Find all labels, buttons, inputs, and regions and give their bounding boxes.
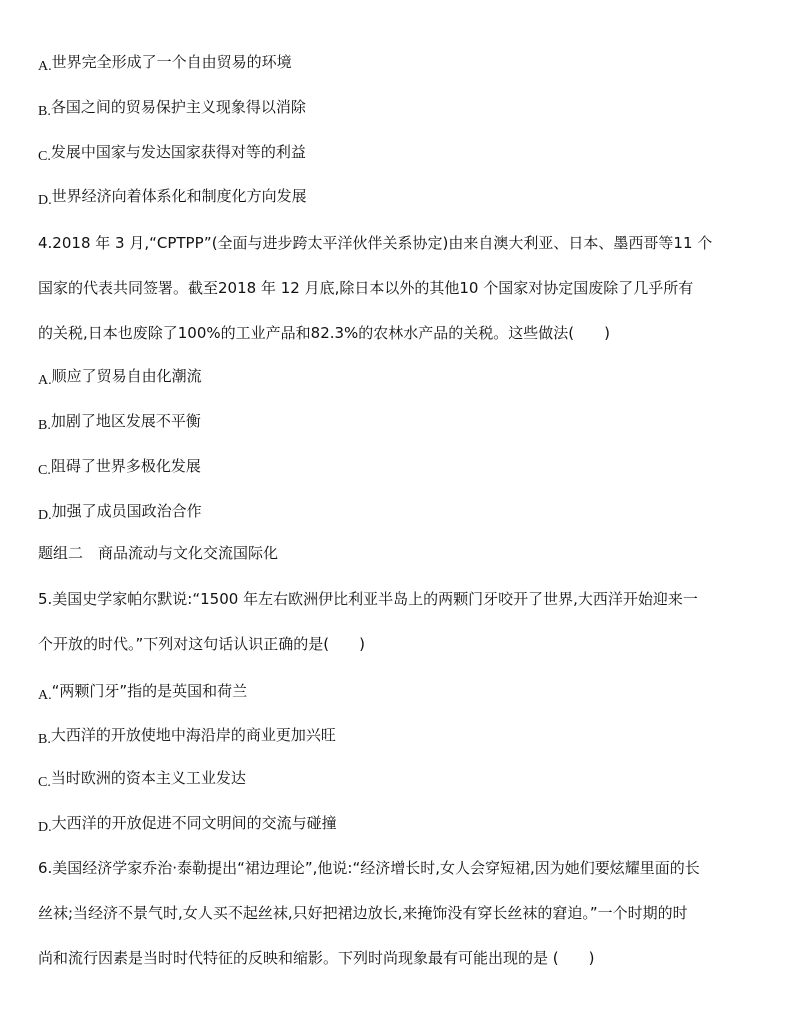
- option-key: C.: [38, 775, 51, 790]
- q5-option-d: [38, 813, 337, 835]
- q5-option-a: [38, 681, 247, 703]
- option-key: D.: [38, 820, 52, 835]
- q4-option-c: [38, 456, 201, 478]
- q5-option-c: [38, 768, 246, 790]
- option-key: C.: [38, 463, 51, 478]
- q5-stem-line-2: 个开放的时代。”下列对这句话认识正确的是( ): [38, 635, 365, 653]
- option-text: 顺应了贸易自由化潮流: [51, 367, 202, 385]
- option-key: D.: [38, 193, 52, 208]
- option-key: A.: [38, 688, 52, 703]
- option-key: A.: [38, 59, 52, 74]
- option-text: 阻碍了世界多极化发展: [50, 457, 201, 475]
- q4-stem-line-1: 4.2018 年 3 月,“CPTPP”(全面与进步跨太平洋伙伴关系协定)由来自澳大利亚、日本、墨西哥等11 个: [38, 234, 713, 252]
- option-text: “两颗门牙”指的是英国和荷兰: [51, 682, 248, 700]
- q5-stem-line-1: 5.美国史学家帕尔默说:“1500 年左右欧洲伊比利亚半岛上的两颗门牙咬开了世界,大西洋开始迎来一: [38, 590, 698, 608]
- q4-stem-line-2: 国家的代表共同签署。截至2018 年 12 月底,除日本以外的其他10 个国家对协定国废除了几乎所有: [38, 279, 694, 297]
- option-key: B.: [38, 418, 51, 433]
- option-key: B.: [38, 732, 51, 747]
- q3-option-c: [38, 142, 306, 164]
- option-text: 世界完全形成了一个自由贸易的环境: [51, 53, 292, 71]
- q6-stem-line-3: 尚和流行因素是当时时代特征的反映和缩影。下列时尚现象最有可能出现的是 ( ): [38, 949, 595, 967]
- option-key: B.: [38, 104, 51, 119]
- option-text: 各国之间的贸易保护主义现象得以消除: [50, 98, 306, 116]
- q3-option-d: [38, 186, 307, 208]
- q4-option-a: [38, 366, 202, 388]
- option-key: A.: [38, 373, 52, 388]
- q6-stem-line-1: 6.美国经济学家乔治·泰勒提出“裙边理论”,他说:“经济增长时,女人会穿短裙,因为她们要炫耀里面的长: [38, 859, 700, 877]
- option-key: D.: [38, 508, 52, 523]
- q5-option-b: [38, 725, 336, 747]
- option-key: C.: [38, 149, 51, 164]
- option-text: 发展中国家与发达国家获得对等的利益: [50, 143, 306, 161]
- option-text: 加剧了地区发展不平衡: [50, 412, 201, 430]
- q3-option-b: [38, 97, 306, 119]
- option-text: 世界经济向着体系化和制度化方向发展: [51, 187, 307, 205]
- q4-option-d: [38, 501, 202, 523]
- option-text: 当时欧洲的资本主义工业发达: [50, 769, 246, 787]
- q4-option-b: [38, 411, 201, 433]
- option-text: 大西洋的开放使地中海沿岸的商业更加兴旺: [50, 726, 336, 744]
- q6-stem-line-2: 丝袜;当经济不景气时,女人买不起丝袜,只好把裙边放长,来掩饰没有穿长丝袜的窘迫。”一个时期的时: [38, 904, 688, 922]
- option-text: 加强了成员国政治合作: [51, 502, 202, 520]
- section-title: 题组二 商品流动与文化交流国际化: [38, 544, 279, 562]
- q3-option-a: [38, 52, 292, 74]
- q4-stem-line-3: 的关税,日本也废除了100%的工业产品和82.3%的农林水产品的关税。这些做法( ): [38, 324, 611, 342]
- option-text: 大西洋的开放促进不同文明间的交流与碰撞: [51, 814, 337, 832]
